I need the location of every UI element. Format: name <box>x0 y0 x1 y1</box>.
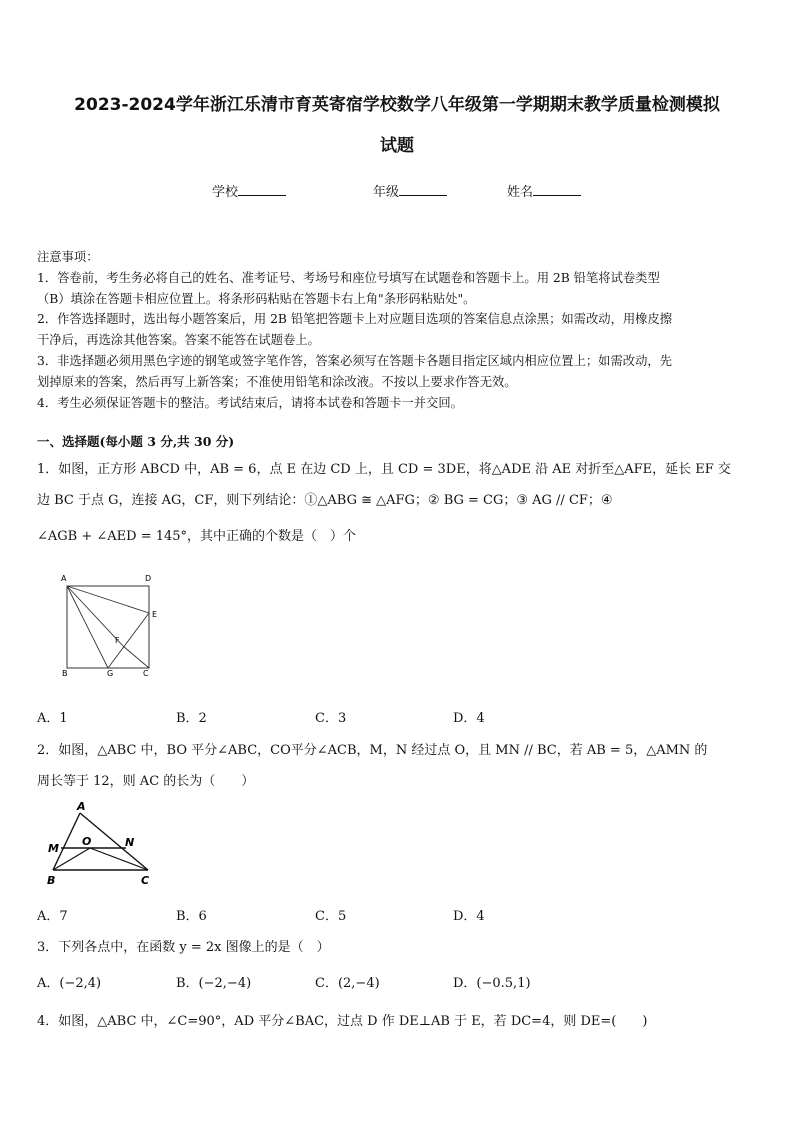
grade-blank[interactable] <box>399 183 447 196</box>
exam-title-line2: 试题 <box>380 136 414 156</box>
q2-option-d[interactable]: D．4 <box>453 909 485 924</box>
notes-line: 干净后，再选涂其他答案。答案不能答在试题卷上。 <box>37 333 320 348</box>
q1-option-a[interactable]: A．1 <box>37 711 68 726</box>
q3-option-b[interactable]: B．(−2,−4) <box>176 976 252 991</box>
label-c: C <box>141 874 150 887</box>
q1-option-c[interactable]: C．3 <box>315 711 347 726</box>
label-a: A <box>61 574 67 583</box>
segment-fc <box>123 646 149 668</box>
label-a: A <box>77 800 86 813</box>
notes-line: 1．答卷前，考生务必将自己的姓名、准考证号、考场号和座位号填写在试题卷和答题卡上。用 2B 铅笔将试卷类型 <box>37 270 660 285</box>
label-b: B <box>62 669 68 678</box>
exam-title-line1: 2023-2024学年浙江乐清市育英寄宿学校数学八年级第一学期期末教学质量检测模拟 <box>74 95 720 115</box>
school-blank[interactable] <box>238 183 286 196</box>
q2-option-b[interactable]: B．6 <box>176 909 207 924</box>
label-f: F <box>115 636 120 645</box>
q3-option-a[interactable]: A．(−2,4) <box>37 976 102 991</box>
label-d: D <box>145 574 152 583</box>
label-b: B <box>47 874 56 887</box>
notes-heading: 注意事项： <box>37 250 99 264</box>
exam-notes <box>37 247 759 413</box>
notes-line: 4．考生必须保证答题卡的整洁。考试结束后，请将本试卷和答题卡一并交回。 <box>37 395 463 410</box>
school-label: 学校 <box>212 185 239 200</box>
q3-text-line1: 3．下列各点中，在函数 y = 2x 图像上的是（ ） <box>37 940 330 955</box>
q1-square-figure <box>55 570 165 680</box>
q3-option-d[interactable]: D．(−0.5,1) <box>453 976 531 991</box>
question-3 <box>37 936 759 955</box>
q2-triangle-figure <box>40 800 160 890</box>
label-g: G <box>107 669 114 678</box>
label-m: M <box>48 842 59 855</box>
name-field[interactable] <box>507 181 581 200</box>
school-field[interactable] <box>212 181 286 200</box>
q2-option-a[interactable]: A．7 <box>37 909 68 924</box>
q1-option-b[interactable]: B．2 <box>176 711 207 726</box>
grade-field[interactable] <box>373 181 447 200</box>
q4-text-line1: 4．如图，△ABC 中，∠C=90°，AD 平分∠BAC，过点 D 作 DE⊥AB 于 E，若 DC=4，则 DE=( ) <box>37 1014 648 1029</box>
notes-line: 2．作答选择题时，选出每小题答案后，用 2B 铅笔把答题卡上对应题目选项的答案信息点涂黑；如需改动，用橡皮擦 <box>37 312 673 327</box>
name-blank[interactable] <box>533 183 581 196</box>
question-4 <box>37 1010 759 1029</box>
grade-label: 年级 <box>373 185 400 200</box>
square-abcd <box>67 586 149 668</box>
q2-text-line2: 周长等于 12，则 AC 的长为（ ） <box>37 774 255 789</box>
q2-text-line1: 2．如图，△ABC 中，BO 平分∠ABC，CO平分∠ACB，M，N 经过点 O，且 MN // BC，若 AB = 5，△AMN 的 <box>37 743 708 758</box>
label-e: E <box>152 610 158 619</box>
segment-co <box>90 848 148 870</box>
q1-text-line3: ∠AGB + ∠AED = 145°，其中正确的个数是（ ）个 <box>37 529 357 544</box>
label-o: O <box>82 835 92 848</box>
q2-option-c[interactable]: C．5 <box>315 909 347 924</box>
q1-text-line2: 边 BC 于点 G，连接 AG，CF，则下列结论：①△ABG ≅ △AFG；② BG = CG；③ AG // CF；④ <box>37 493 613 508</box>
label-n: N <box>125 836 135 849</box>
notes-line: 划掉原来的答案，然后再写上新答案；不准使用铅笔和涂改液。不按以上要求作答无效。 <box>37 374 517 389</box>
q3-option-c[interactable]: C．(2,−4) <box>315 976 380 991</box>
segment-ag <box>67 586 108 668</box>
notes-line: 3．非选择题必须用黑色字迹的钢笔或签字笔作答，答案必须写在答题卡各题目指定区域内相应位置上；如需改动，先 <box>37 353 672 368</box>
notes-line: （B）填涂在答题卡相应位置上。将条形码粘贴在答题卡右上角"条形码粘贴处"。 <box>37 291 476 306</box>
q1-option-d[interactable]: D．4 <box>453 711 485 726</box>
label-c: C <box>143 669 149 678</box>
section-choice-title: 一、选择题(每小题 3 分,共 30 分) <box>37 434 235 449</box>
q1-text-line1: 1．如图，正方形 ABCD 中，AB = 6，点 E 在边 CD 上，且 CD = 3DE，将△ADE 沿 AE 对折至△AFE，延长 EF 交 <box>37 462 731 477</box>
name-label: 姓名 <box>507 185 534 200</box>
